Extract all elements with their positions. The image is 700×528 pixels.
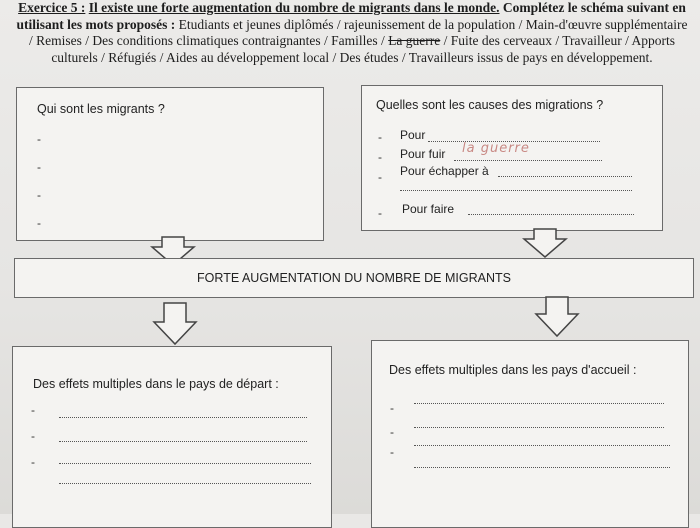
exercise-label: Exercice 5 : — [18, 0, 86, 15]
box-arrival-effects — [371, 340, 689, 528]
list-dash: - — [378, 150, 382, 164]
handwritten-answer: la guerre — [462, 141, 530, 156]
box-departure-title: Des effets multiples dans le pays de départ : — [33, 377, 279, 391]
list-dash: - — [37, 132, 41, 146]
banner-strong-increase: FORTE AUGMENTATION DU NOMBRE DE MIGRANTS — [14, 258, 694, 298]
exercise-lead2: Complétez le schéma suivant en utilisant les mots proposés : — [16, 0, 686, 32]
answer-line[interactable] — [59, 441, 307, 442]
list-dash: - — [37, 188, 41, 202]
list-dash: - — [31, 403, 35, 417]
answer-line[interactable] — [468, 214, 634, 215]
down-arrow-icon — [534, 296, 580, 338]
down-arrow-icon — [522, 228, 568, 258]
box-departure-effects — [12, 346, 332, 528]
list-dash: - — [37, 160, 41, 174]
box-who-title: Qui sont les migrants ? — [37, 102, 165, 116]
answer-line[interactable] — [400, 190, 632, 191]
answer-line[interactable] — [414, 403, 664, 404]
cause-label: Pour faire — [402, 202, 455, 216]
cause-label: Pour échapper à — [400, 164, 489, 178]
list-dash: - — [378, 206, 382, 220]
list-dash: - — [390, 401, 394, 415]
answer-line[interactable] — [59, 483, 311, 484]
box-causes-title: Quelles sont les causes des migrations ? — [376, 98, 604, 112]
word-list-a: Etudiants et jeunes diplômés / rajeunissement de la population / Main-d'œuvre supplémentaire / Remises / Des conditions climatiques contraignantes / Familles / — [28, 16, 688, 48]
list-dash: - — [378, 170, 382, 184]
struck-word: La guerre — [388, 33, 441, 48]
exercise-lead: Il existe une forte augmentation du nombre de migrants dans le monde. — [88, 0, 500, 15]
cause-label: Pour — [400, 128, 426, 142]
answer-line[interactable] — [59, 463, 311, 464]
list-dash: - — [390, 445, 394, 459]
answer-line[interactable] — [414, 467, 670, 468]
list-dash: - — [390, 425, 394, 439]
answer-line[interactable] — [414, 427, 664, 428]
exercise-instructions — [14, 0, 690, 66]
answer-line[interactable] — [454, 160, 602, 161]
list-dash: - — [37, 216, 41, 230]
list-dash: - — [378, 130, 382, 144]
answer-line[interactable] — [498, 176, 632, 177]
list-dash: - — [31, 455, 35, 469]
box-arrival-title: Des effets multiples dans les pays d'accueil : — [389, 363, 637, 377]
answer-line[interactable] — [59, 417, 307, 418]
list-dash: - — [31, 429, 35, 443]
cause-label: Pour fuir — [400, 147, 446, 161]
down-arrow-icon — [152, 302, 198, 346]
word-list-b: / Fuite des cerveaux / Travailleur / Apports culturels / Réfugiés / Aides au développement local / Des études / Travailleurs issus de pays en développement. — [51, 33, 675, 65]
box-who-are-migrants — [16, 87, 324, 241]
answer-line[interactable] — [414, 445, 670, 446]
box-causes — [361, 85, 663, 231]
